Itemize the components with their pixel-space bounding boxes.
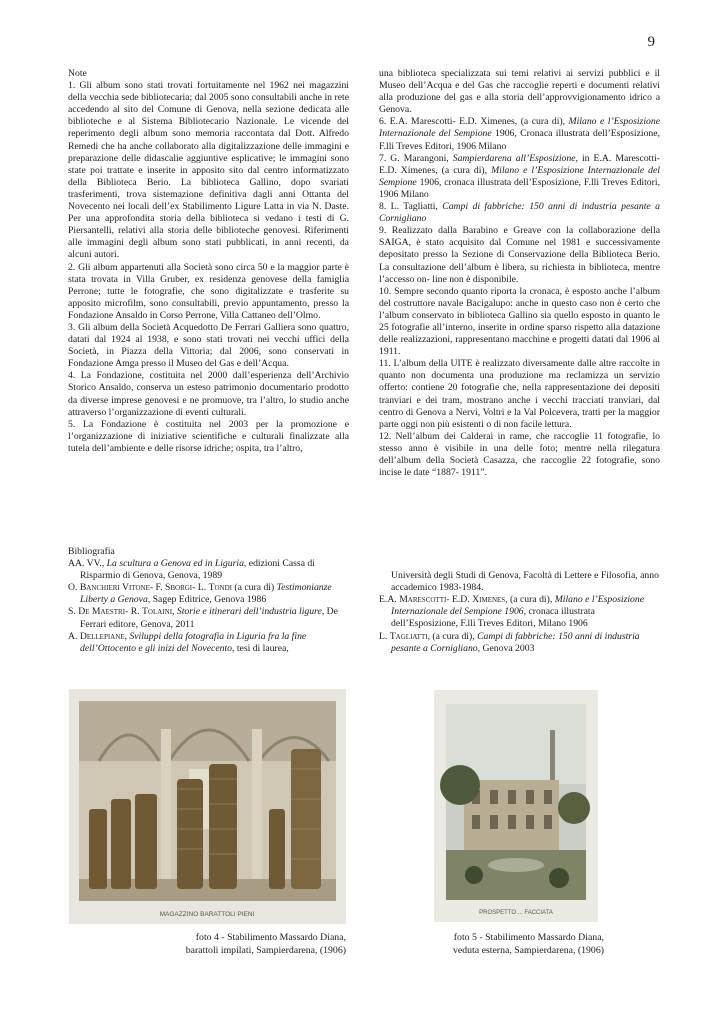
note-11: 11. L’album della UITE è realizzato diversamente dalle altre raccolte in quanto non documenta una produzione ma reclamizza un servizio offerto: contiene 20 fotografie che, nella rappresentazione dei depositi tranviari e dei tram, mostrano anche i vecchi tracciati tranviari, dal centro di Genova a Nervi, Voltri e la Val Polcevera, tratti per la maggior parte oggi non più esistenti o di non facile lettura.	[379, 358, 660, 430]
bibliography-item: S. De Maestri- R. Tolaini, Storie e itinerari dell’industria ligure, De Ferrari editore, Genova, 2011	[68, 606, 338, 630]
note-6: 6. E.A. Marescotti- E.D. Ximenes, (a cura di), Milano e l’Esposizione Internazionale del Sempione 1906, Cronaca illustrata dell’Esposizione, F.lli Treves Editori, 1906 Milano	[379, 116, 660, 152]
note-8: 8. L. Tagliatti, Campi di fabbriche: 150 anni di industria pesante a Cornigliano	[379, 201, 660, 225]
bibliography-item: AA. VV., La scultura a Genova ed in Liguria, edizioni Cassa di Risparmio di Genova, Genova, 1989	[68, 558, 315, 582]
notes-heading: Note	[68, 68, 87, 79]
factory-exterior-image	[434, 690, 598, 922]
note-5: 5. La Fondazione è costituita nel 2003 per la promozione e l’organizzazione di iniziative scientifiche e culturali finalizzate alla tutela dell’ambiente e delle risorse idriche; ospita, tra l’altro,	[68, 418, 349, 454]
bibliography-section	[68, 546, 660, 655]
note-5-continued: una biblioteca specializzata sui temi relativi ai servizi pubblici e il Museo dell’Acqua e del Gas che raccoglie reperti e documenti relativi alla produzione del gas e alla storia dell’approvvigionamento idrico a Genova.	[379, 68, 660, 116]
photo-4-caption: foto 4 - Stabilimento Massardo Diana, barattoli impilati, Sampierdarena, (1906)	[185, 932, 346, 956]
bibliography-item: E.A. Marescotti- E.D. Ximenes, (a cura di), Milano e l’Esposizione Internazionale del Sempione 1906, cronaca illustrata dell’Esposizione, F.lli Treves Editori, Milano 1906	[379, 594, 645, 630]
bibliography-heading: Bibliografia	[68, 546, 115, 557]
note-12: 12. Nell’album dei Calderai in rame, che raccoglie 11 fotografie, lo stesso anno è visibile in una delle foto; mentre nella rilegatura dell’album della Società Casazza, che raccoglie 22 fotografie, sono incise le date “1887- 1911”.	[379, 430, 660, 479]
bibliography-right-column	[379, 558, 660, 655]
note-3: 3. Gli album della Società Acquedotto De Ferrari Galliera sono quattro, datati dal 1924 al 1938, e sono stati trovati nei vecchi uffici della Società, in Piazza della Vittoria; dal 2006, sono conservati in Fondazione Amga presso il Museo del Gas e dell’Acqua.	[68, 321, 349, 370]
note-9: 9. Realizzato dalla Barabino e Greave con la collaborazione della SAIGA, è stato acquisito dal Comune nel 1981 e successivamente depositato presso la Sezione di Conservazione della Biblioteca Berio. La consultazione dell’album è libera, su richiesta in biblioteca, mentre l’accesso on- line non è disponibile.	[379, 225, 660, 285]
note-4: 4. La Fondazione, costituita nel 2000 dall’esperienza dell’Archivio Storico Ansaldo, conserva un esteso patrimonio documentario prodotto da diverse imprese genovesi e ne promuove, tra l’altro, lo studio anche attraverso l’organizzazione di eventi culturali.	[68, 370, 349, 418]
note-10: 10. Sempre secondo quanto riporta la cronaca, è esposto anche l’album del costruttore navale Bacigalupo: anche in questo caso non è certo che l’album conservato in biblioteca Gallino sia quello esposto in quanto le 25 fotografie all’interno, inserite in ordine sparso rispetto alla datazione delle realizzazioni, rappresentano macchine e progetti datati dal 1906 al 1911.	[379, 285, 660, 358]
bibliography-item: L. Tagliatti, (a cura di), Campi di fabbriche: 150 anni di industria pesante a Cornigliano, Genova 2003	[379, 630, 640, 654]
bibliography-item-continued: Università degli Studi di Genova, Facoltà di Lettere e Filosofia, anno accademico 1983-1984.	[391, 570, 659, 594]
photo-5-inscription: PROSPETTO ... FACCIATA	[479, 910, 553, 916]
photo-4-inscription: MAGAZZINO BARATTOLI PIENI	[159, 911, 255, 918]
notes-right-column	[379, 68, 660, 479]
photo-5-caption: foto 5 - Stabilimento Massardo Diana, veduta esterna, Sampierdarena, (1906)	[453, 932, 604, 956]
bibliography-item: O. Banchieri Vitone- F. Sborgi- L. Tondi (a cura di) Testimonianze Liberty a Genova, Sagep Editrice, Genova 1986	[68, 582, 332, 606]
photo-5	[434, 690, 598, 922]
note-2: 2. Gli album appartenuti alla Società sono circa 50 e la maggior parte è stata trovata in Villa Gruber, ex residenza genovese della famiglia Perrone; tutte le fotografie, che sono digitalizzate e trasferite su apposito microfilm, sono consultabili, previo appuntamento, presso la Fondazione Ansaldo in Corso Perrone, Villa Cattaneo dell’Olmo.	[68, 261, 349, 321]
page-number: 9	[647, 34, 655, 50]
warehouse-stacked-tins-image	[69, 689, 346, 924]
note-1: 1. Gli album sono stati trovati fortuitamente nel 1962 nei magazzini della vecchia sede bibliotecaria; dal 2005 sono consultabili anche in rete accedendo al sito del Comune di Genova, nella sezione dedicata alle biblioteche e al Sistema Bibliotecario Nazionale. Le vicende del reperimento degli album sono memoria raccontata dal Dott. Alfredo Remedi che ha anche collaborato alla digitalizzazione delle immagini e preparazione delle didascalie aggiuntive esplicative; le immagini sono state poi trattate e inserite in apposito sito dal centro informatizzato della Biblioteca Berio. La biblioteca Gallino, dopo svariati trasferimenti, trova sistemazione definitiva dagli anni Ottanta del Novecento nei locali dell’ex Stabilimento Ligure Latta in via N. Daste. Per una approfondita storia della biblioteca si vedano i testi di G. Piersantelli, relativi alla storia delle biblioteche genovesi. Riferimenti alle immagini degli album sono stati pubblicati, in anni recenti, da alcuni autori.	[68, 80, 349, 261]
notes-left-column	[68, 68, 349, 479]
note-7: 7. G. Marangoni, Sampierdarena all’Esposizione, in E.A. Marescotti- E.D. Ximenes, (a cura di), Milano e l’Esposizione Internazionale del Sempione 1906, cronaca illustrata dell’Esposizione, F.lli Treves Editori, 1906 Milano	[379, 152, 660, 200]
bibliography-left-column	[68, 558, 349, 655]
bibliography-item: A. Dellepiane, Sviluppi della fotografia in Liguria fra la fine dell’Ottocento e gli inizi del Novecento, tesi di laurea,	[68, 630, 307, 654]
notes-section	[68, 68, 660, 479]
photo-4	[69, 689, 346, 924]
